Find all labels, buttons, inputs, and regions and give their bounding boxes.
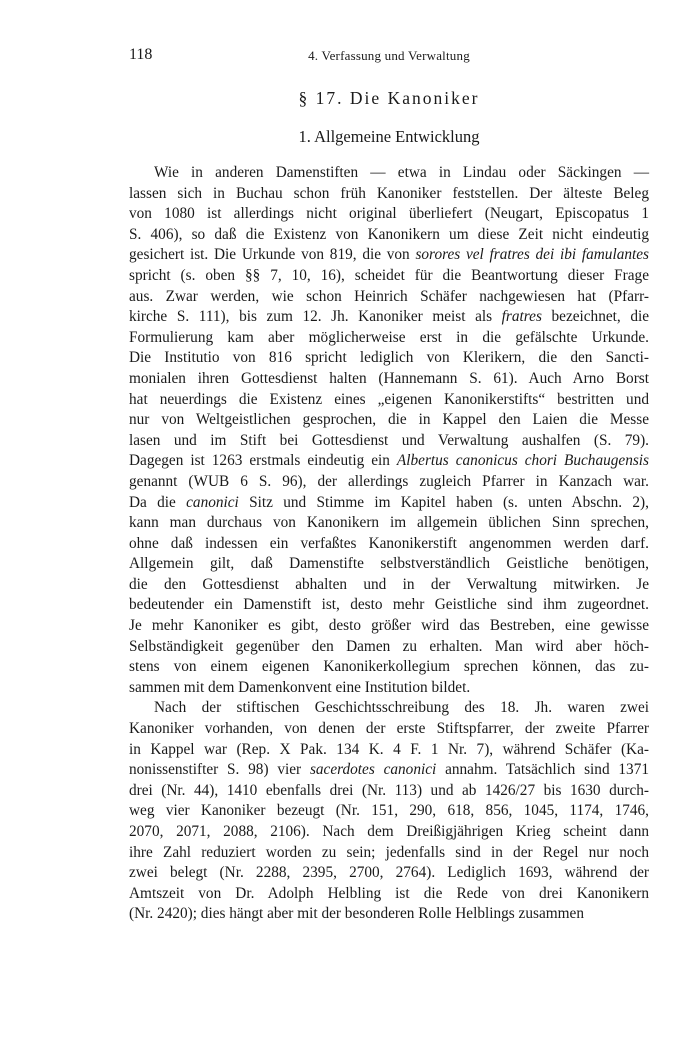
text-segment: bedeutender ein Damenstift ist, desto mehr Geistliche sind ihm zugeordnet. bbox=[129, 596, 649, 614]
text-line bbox=[129, 328, 649, 349]
text-line bbox=[129, 451, 649, 472]
text-line bbox=[129, 595, 649, 616]
text-line bbox=[129, 534, 649, 555]
text-segment: sammen mit dem Damenkonvent eine Institution bildet. bbox=[129, 678, 471, 696]
text-line bbox=[129, 575, 649, 596]
text-line bbox=[129, 431, 649, 452]
text-segment: monialen ihren Gottesdienst halten (Hannemann S. 61). Auch Arno Borst bbox=[129, 369, 649, 387]
text-line bbox=[129, 637, 649, 658]
text-segment: Wie in anderen Damenstiften — etwa in Lindau oder Säckingen — bbox=[154, 164, 649, 181]
running-title: 4. Verfassung und Verwaltung bbox=[308, 48, 470, 63]
text-line bbox=[129, 390, 649, 411]
text-segment: Amtszeit von Dr. Adolph Helbling ist die Rede von drei Kanonikern bbox=[129, 884, 649, 902]
italic-phrase: sorores vel fratres dei ibi famulantes bbox=[415, 246, 649, 264]
section-title: § 17. Die Kanoniker bbox=[298, 88, 480, 108]
text-segment: aus. Zwar werden, wie schon Heinrich Schäfer nachgewiesen hat (Pfarr- bbox=[129, 287, 649, 305]
text-segment: nonissenstifter S. 98) vier bbox=[129, 761, 310, 779]
text-line bbox=[129, 410, 649, 431]
text-line bbox=[129, 204, 649, 225]
text-segment: kirche S. 111), bis zum 12. Jh. Kanoniker meist als bbox=[129, 308, 502, 326]
text-line bbox=[129, 616, 649, 637]
text-segment: 2070, 2071, 2088, 2106). Nach dem Dreißigjährigen Krieg scheint dann bbox=[129, 823, 649, 840]
text-segment: annahm. Tatsächlich sind 1371 bbox=[436, 761, 649, 779]
text-line bbox=[129, 348, 649, 369]
text-line bbox=[129, 657, 649, 678]
text-line bbox=[129, 719, 649, 740]
text-line bbox=[129, 245, 649, 266]
paragraph bbox=[129, 698, 649, 925]
text-segment: zwei belegt (Nr. 2288, 2395, 2700, 2764). Lediglich 1693, während der bbox=[129, 864, 649, 882]
text-segment: Allgemein gilt, daß Damenstifte selbstverständlich Geistliche benötigen, bbox=[129, 555, 649, 573]
text-segment: spricht (s. oben §§ 7, 10, 16), scheidet für die Beantwortung dieser Frage bbox=[129, 266, 649, 284]
italic-phrase: Albertus canonicus chori Buchaugensis bbox=[396, 452, 649, 470]
text-line bbox=[129, 369, 649, 390]
text-line bbox=[129, 287, 649, 308]
text-line bbox=[129, 678, 649, 699]
text-line bbox=[129, 801, 649, 822]
text-line bbox=[129, 740, 649, 761]
text-segment: Die Institutio von 816 spricht lediglich von Klerikern, die den Sancti- bbox=[129, 349, 649, 367]
text-segment: (Nr. 2420); dies hängt aber mit der besonderen Rolle Helblings zusammen bbox=[129, 905, 584, 923]
text-segment: drei (Nr. 44), 1410 ebenfalls drei (Nr. 113) und ab 1426/27 bis 1630 durch- bbox=[129, 781, 649, 799]
italic-phrase: sacerdotes canonici bbox=[309, 761, 437, 779]
text-segment: Je mehr Kanoniker es gibt, desto größer wird das Bestreben, eine gewisse bbox=[129, 617, 649, 635]
text-line bbox=[129, 698, 649, 719]
text-line bbox=[129, 184, 649, 205]
text-line bbox=[129, 863, 649, 884]
subsection-title: 1. Allgemeine Entwicklung bbox=[298, 127, 480, 146]
page-number: 118 bbox=[129, 46, 153, 63]
italic-phrase: canonici bbox=[186, 493, 239, 511]
text-segment: ihre Zahl reduziert worden zu sein; jedenfalls sind in der Regel nur noch bbox=[129, 843, 649, 861]
text-line bbox=[129, 513, 649, 534]
text-segment: genannt (WUB 6 S. 96), der allerdings zugleich Pfarrer in Kanzach war. bbox=[129, 472, 649, 490]
text-line bbox=[129, 307, 649, 328]
text-line bbox=[129, 843, 649, 864]
text-segment: gesichert ist. Die Urkunde von 819, die von bbox=[129, 246, 416, 264]
text-segment: Da die bbox=[129, 493, 187, 511]
text-segment: Nach der stiftischen Geschichtsschreibung des 18. Jh. waren zwei bbox=[154, 699, 649, 717]
text-line bbox=[129, 225, 649, 246]
running-header bbox=[129, 46, 649, 68]
text-segment: in Kappel war (Rep. X Pak. 134 K. 4 F. 1 Nr. 7), während Schäfer (Ka- bbox=[129, 740, 649, 758]
text-segment: hat neuerdings die Existenz eines „eigenen Kanonikerstifts“ bestritten und bbox=[129, 390, 649, 408]
text-line bbox=[129, 554, 649, 575]
text-line bbox=[129, 884, 649, 905]
text-segment: ohne daß indessen ein verfaßtes Kanonikerstift angenommen werden darf. bbox=[129, 534, 649, 552]
text-segment: weg vier Kanoniker bezeugt (Nr. 151, 290, 618, 856, 1045, 1174, 1746, bbox=[129, 802, 649, 820]
text-line bbox=[129, 163, 649, 184]
text-segment: S. 406), so daß die Existenz von Kanonikern um diese Zeit nicht eindeutig bbox=[129, 225, 649, 243]
text-segment: die den Gottesdienst abhalten und in der Verwaltung mitwirken. Je bbox=[129, 575, 649, 593]
text-line bbox=[129, 781, 649, 802]
text-line bbox=[129, 822, 649, 843]
text-segment: Selbständigkeit gegenüber den Damen zu erhalten. Man wird aber höch- bbox=[129, 637, 649, 655]
text-segment: Sitz und Stimme im Kapitel haben (s. unten Abschn. 2), bbox=[238, 493, 649, 511]
text-segment: Kanoniker vorhanden, von denen der erste Stiftspfarrer, der zweite Pfarrer bbox=[129, 720, 649, 738]
text-line bbox=[129, 266, 649, 287]
text-line bbox=[129, 760, 649, 781]
paragraph bbox=[129, 163, 649, 698]
text-segment: stens von einem eigenen Kanonikerkollegium sprechen können, das zu- bbox=[129, 658, 649, 676]
text-line bbox=[129, 472, 649, 493]
text-segment: bezeichnet, die bbox=[541, 308, 650, 326]
text-segment: lasen und im Stift bei Gottesdienst und Verwaltung aushalfen (S. 79). bbox=[129, 431, 649, 449]
text-segment: von 1080 ist allerdings nicht original überliefert (Neugart, Episcopatus 1 bbox=[129, 205, 649, 223]
text-segment: Formulierung kam aber möglicherweise erst in die gefälschte Urkunde. bbox=[129, 328, 649, 346]
text-line bbox=[129, 493, 649, 514]
italic-phrase: fratres bbox=[501, 308, 542, 326]
text-segment: nur von Weltgeistlichen gesprochen, die in Kappel den Laien die Messe bbox=[129, 411, 649, 429]
body-text bbox=[129, 163, 649, 925]
text-segment: kann man durchaus von Kanonikern im allgemein üblichen Sinn sprechen, bbox=[129, 514, 649, 532]
text-segment: lassen sich in Buchau schon früh Kanoniker feststellen. Der älteste Beleg bbox=[129, 184, 649, 202]
text-segment: Dagegen ist 1263 erstmals eindeutig ein bbox=[129, 452, 397, 470]
text-line bbox=[129, 904, 649, 925]
